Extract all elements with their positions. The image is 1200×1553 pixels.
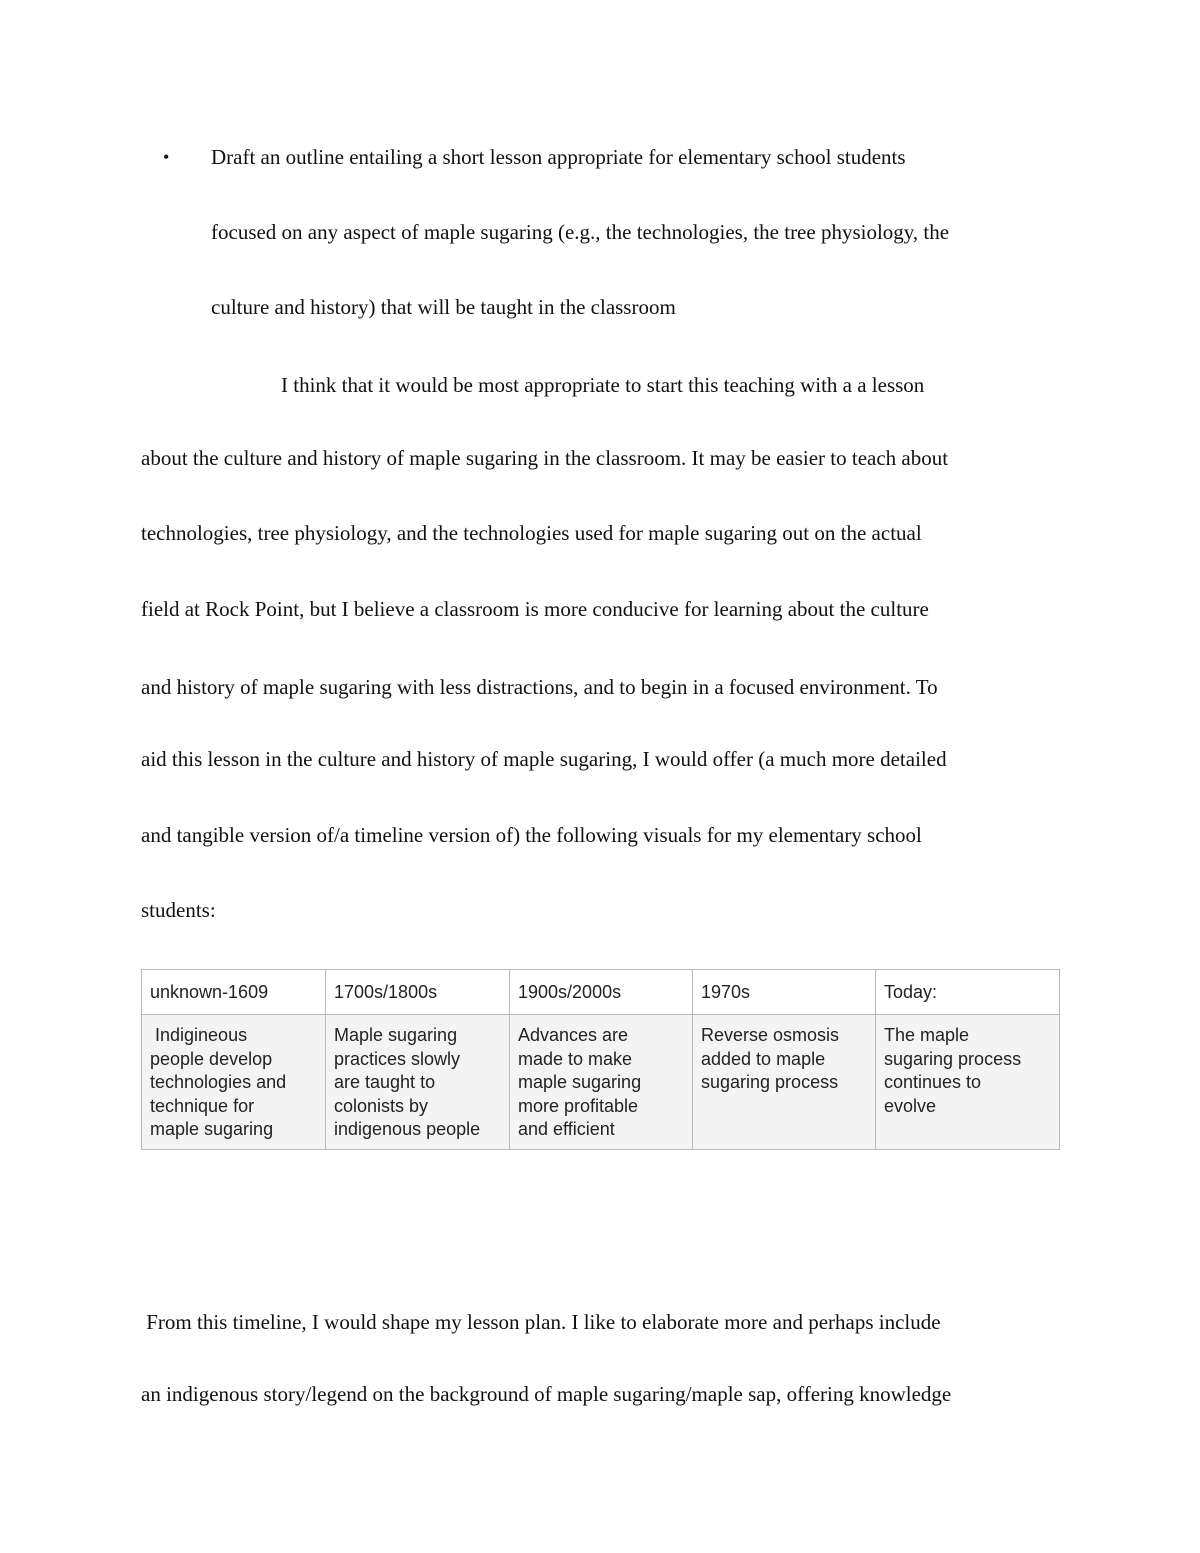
timeline-table — [141, 969, 1060, 1150]
paragraph-line: I think that it would be most appropriate to start this teaching with a a lesson — [281, 373, 925, 397]
paragraph-line: From this timeline, I would shape my lesson plan. I like to elaborate more and perhaps include — [141, 1310, 941, 1334]
bullet-text-line: culture and history) that will be taught in the classroom — [211, 295, 676, 319]
cell-line: Advances are — [518, 1025, 629, 1045]
timeline-event-cell — [876, 1015, 1060, 1150]
cell-line: Indigineous — [150, 1025, 248, 1045]
timeline-event-row — [142, 1015, 1060, 1150]
cell-line: The maple — [884, 1025, 970, 1045]
cell-line: maple sugaring — [518, 1072, 642, 1093]
paragraph-line: an indigenous story/legend on the background of maple sugaring/maple sap, offering knowledge — [141, 1382, 952, 1406]
cell-line: Maple sugaring — [334, 1025, 458, 1045]
cell-line: and efficient — [518, 1119, 615, 1140]
timeline-event-cell — [510, 1015, 693, 1150]
cell-line: are taught to — [334, 1072, 436, 1093]
cell-line: technique for — [150, 1095, 255, 1116]
timeline-period-header: Today: — [876, 970, 1060, 1015]
cell-line: practices slowly — [334, 1048, 461, 1069]
cell-line: colonists by — [334, 1095, 429, 1116]
cell-line: continues to — [884, 1072, 982, 1093]
paragraph-line: about the culture and history of maple sugaring in the classroom. It may be easier to teach about — [141, 446, 949, 470]
paragraph-line: field at Rock Point, but I believe a classroom is more conducive for learning about the culture — [141, 597, 929, 621]
paragraph-line: technologies, tree physiology, and the technologies used for maple sugaring out on the actual — [141, 521, 922, 545]
timeline-event-cell — [142, 1015, 326, 1150]
timeline-period-header: 1700s/1800s — [326, 970, 510, 1015]
cell-line: sugaring process — [701, 1072, 839, 1093]
timeline-event-cell — [326, 1015, 510, 1150]
cell-line: made to make — [518, 1048, 633, 1069]
timeline-header-row — [142, 970, 1060, 1015]
paragraph-line: aid this lesson in the culture and history of maple sugaring, I would offer (a much more detailed — [141, 747, 947, 771]
timeline-period-header: 1900s/2000s — [510, 970, 693, 1015]
cell-line: people develop — [150, 1048, 273, 1069]
cell-line: indigenous people — [334, 1119, 481, 1140]
timeline-event-cell — [693, 1015, 876, 1150]
cell-line: Reverse osmosis — [701, 1025, 840, 1045]
timeline-period-header: 1970s — [693, 970, 876, 1015]
cell-line: evolve — [884, 1095, 937, 1116]
bullet-marker: • — [163, 147, 170, 167]
paragraph-line: students: — [141, 898, 216, 922]
cell-line: technologies and — [150, 1072, 287, 1093]
cell-line: maple sugaring — [150, 1119, 274, 1140]
cell-line: sugaring process — [884, 1048, 1022, 1069]
bullet-text-line: Draft an outline entailing a short lesson appropriate for elementary school students — [211, 145, 906, 169]
cell-line: more profitable — [518, 1095, 639, 1116]
paragraph-line: and tangible version of/a timeline version of) the following visuals for my elementary school — [141, 823, 922, 847]
timeline-period-header: unknown-1609 — [142, 970, 326, 1015]
paragraph-line: and history of maple sugaring with less distractions, and to begin in a focused environment. To — [141, 675, 938, 699]
cell-line: added to maple — [701, 1048, 826, 1069]
bullet-text-line: focused on any aspect of maple sugaring (e.g., the technologies, the tree physiology, the — [211, 220, 950, 244]
